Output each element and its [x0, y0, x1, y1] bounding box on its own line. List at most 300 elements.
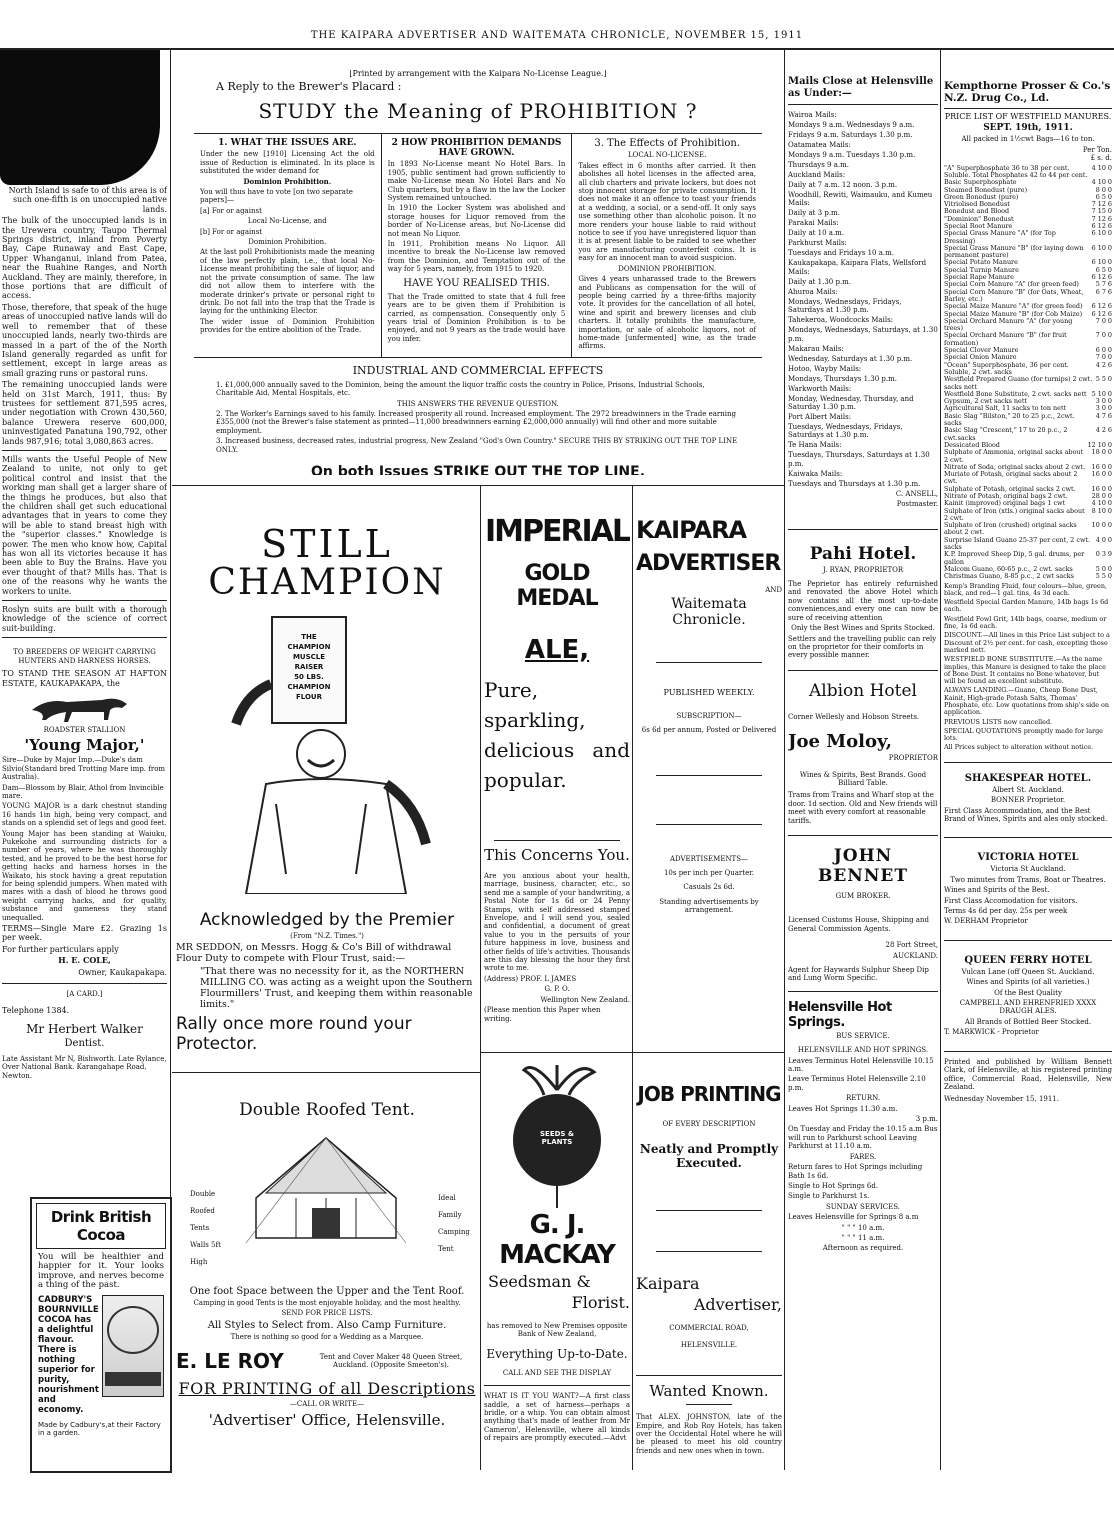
price-row — [944, 508, 1112, 523]
price-item: Green Bonedust (pure) — [944, 192, 1019, 201]
price-value: 6 10 0 — [1091, 229, 1112, 238]
price-value: 6 12 6 — [1091, 222, 1112, 230]
weekly-text: PUBLISHED WEEKLY. — [663, 688, 755, 698]
effects-heading: 3. The Effects of Prohibition. — [594, 138, 741, 150]
mail-row: Thursdays 9 a.m. — [788, 161, 849, 169]
price-item: Special Turnip Manure — [944, 265, 1019, 274]
subscription-label: SUBSCRIPTION— — [676, 711, 742, 720]
price-item: Special Rape Manure — [944, 273, 1014, 282]
price-item: Sulphate of Iron (crushed) original sacks about 2 cwt. — [944, 521, 1077, 537]
price-item: Christmas Guano, 8-85 p.c., 2 cwt sacks — [944, 572, 1074, 581]
price-value: 6 0 0 — [1095, 346, 1112, 355]
tent-ad — [176, 1100, 478, 1470]
price-row — [944, 522, 1112, 537]
price-item: Nitrate of Soda, original sacks about 2 cwt. — [944, 462, 1086, 471]
printing-line: FOR PRINTING of all Descriptions — [178, 1379, 476, 1399]
dentist-address: Late Assistant Mr N, Bishworth. Late Rylance, Over National Bank. Karangahape Road, Newton. — [2, 1054, 167, 1080]
price-value: 4 0 0 — [1095, 535, 1112, 544]
price-row — [944, 230, 1112, 245]
page-header: THE KAIPARA ADVERTISER AND WAITEMATA CHRONICLE, NOVEMBER 15, 1911 — [310, 30, 804, 41]
horse-description: YOUNG MAJOR is a dark chestnut standing 16 hands 1in high, being very compact, and stands on a splendid set of legs and good feet. — [2, 802, 167, 828]
price-note: Westfield Fowl Grit, 14lb bags, coarse, medium or fine, 1s 6d each. — [944, 614, 1107, 631]
owner-place: Owner, Kaukapakapa. — [78, 967, 167, 977]
mail-row: Mondays, Wednesdays, Fridays, Saturdays at 1.30 p.m. — [788, 297, 902, 315]
kemp-title: Kempthorne Prosser & Co.'s N.Z. Drug Co., Ld. — [944, 80, 1111, 104]
price-item: Special Maize Manure "B" (for Cob Maize) — [944, 309, 1083, 318]
seddon-quote: "That there was no necessity for it, as the NORTHERN MILLING CO. was acting as a weight upon the Southern Flourmillers' Trust, and keeping them within reasonable limits." — [200, 966, 473, 1011]
price-item: Dessicated Blood — [944, 440, 1000, 449]
owner-name: H. E. COLE, — [58, 955, 111, 966]
ads-rate: 10s per inch per Quarter. — [663, 869, 755, 878]
imprint-date: Wednesday November 15, 1911. — [944, 1095, 1059, 1104]
strike-out-line: On both Issues STRIKE OUT THE TOP LINE. — [310, 464, 646, 475]
column-rule — [940, 50, 941, 1470]
shakespear-prop: BONNER Proprietor. — [990, 796, 1066, 805]
prohibition-ad — [176, 70, 780, 475]
shakespear-title: SHAKESPEAR HOTEL. — [964, 772, 1092, 784]
cocoa-ad — [30, 1197, 172, 1473]
mail-row: Daily at 1.30 p.m. — [788, 277, 852, 286]
article-paragraph: Mills wants the Useful People of New Zealand to unite, not only to get political control and insist that the working man shall get a larger share of the things he produces, but also that the children shall get such educational advantages that in years to come they will be able to stand breast high with the "superior classes." Knowledge is power. The men who know how, Capital has won all its victories because it has been able to Buy the Brains. Have you ever thought of that? Mills has. That is one of the reasons why he wants the workers to unite. — [2, 454, 167, 596]
mail-row: Parkhurst Mails: — [788, 239, 847, 248]
pahi-settlers: Settlers and the travelling public can rely on the proprietor for their comforts in every possible manner. — [788, 634, 937, 660]
industrial-heading: INDUSTRIAL AND COMMERCIAL EFFECTS — [352, 363, 604, 377]
price-item: Surprise Island Guano 25-37 per cent, 2 cwt. sacks — [944, 535, 1091, 552]
mackay-ad — [484, 1060, 630, 1470]
standing-rate: Standing advertisements by arrangement. — [659, 897, 759, 915]
mails-signature: C. ANSELL, — [895, 489, 938, 498]
divider — [656, 775, 762, 776]
dentist-name: Mr Herbert Walker — [26, 1021, 143, 1036]
springs-sunday: SUNDAY SERVICES. — [825, 1202, 901, 1211]
job-town: HELENSVILLE. — [680, 1340, 738, 1349]
springs-route: HELENSVILLE AND HOT SPRINGS. — [797, 1046, 929, 1055]
torn-corner — [0, 50, 160, 185]
price-value: 16 0 0 — [1091, 484, 1112, 493]
mail-row: Te Hana Mails: — [788, 441, 842, 450]
concerns-mention: (Please mention this Paper when writing. — [484, 1006, 601, 1023]
dominion-label: Dominion Prohibition. — [243, 176, 332, 186]
victoria-terms: Terms 4s 6d per day. 25s per week — [944, 907, 1068, 916]
price-row — [944, 537, 1112, 552]
section-rule — [480, 1052, 784, 1053]
springs-line: On Tuesday and Friday the 10.15 a.m Bus will run to Parkhurst school Leaving Parkhurst at 11.10 a.m. — [788, 1125, 938, 1151]
job-desc: OF EVERY DESCRIPTION — [662, 1120, 756, 1128]
price-value: 5 5 0 — [1095, 572, 1112, 581]
seddon-text: MR SEDDON, on Messrs. Hogg & Co's Bill of withdrawal Flour Duty to compete with Flour Trust, said:— — [176, 942, 452, 965]
springs-line: 3 p.m. — [915, 1115, 938, 1124]
option-a: [a] For or against — [200, 206, 262, 215]
kemp-price-list — [944, 165, 1112, 581]
rally-text: Rally once more round your Protector. — [176, 1014, 412, 1055]
price-item: Kainit (improved) original bags 1 cwt — [944, 499, 1066, 508]
price-value: 7 15 0 — [1091, 207, 1112, 216]
price-row — [944, 427, 1112, 442]
price-item: Special Onion Manure — [944, 353, 1017, 362]
price-item: Special Grass Manure "B" (for laying down permanent pasture) — [944, 243, 1084, 260]
advertiser-office: 'Advertiser' Office, Helensville. — [208, 1410, 446, 1429]
saddle-ad: WHAT IS IT YOU WANT?—A first class saddle, a set of harness—perhaps a bridle, or a whip. You can obtain almost anything that's made of leather from Mr Cameron', Helensville, where all kinds of repairs are promptly executed.—Advt — [484, 1392, 630, 1443]
wanted-body: That ALEX. JOHNSTON, late of the Empire, and Rob Roy Hotels, has taken over the Occidental Hotel where he will be pleased to meet his old country friends and new ones when in town. — [636, 1413, 782, 1455]
cocoa-brand: CADBURY'S BOURNVILLE COCOA has a delightful flavour. There is nothing superior for purity, nourishment and economy. — [38, 1294, 99, 1415]
concerns-gpo: G. P. O. — [544, 985, 570, 994]
victoria-body: Two minutes from Trams, Boat or Theatres. — [950, 875, 1106, 884]
growth-text: In 1893 No-License meant No Hotel Bars. In 1905, public sentiment had grown sufficiently to make No-License mean No Hotel Bars and No Club quarters, but by a flaw in the law the Locker System remained untouched. — [387, 160, 566, 203]
albion-prop: PROPRIETOR — [888, 754, 938, 763]
pahi-title: Pahi Hotel. — [809, 543, 917, 564]
printed-note: [Printed by arrangement with the Kaipara No-License League.] — [349, 70, 607, 78]
tent-space: One foot Space between the Upper and the Tent Roof. — [189, 1286, 465, 1297]
sire-text: Sire—Duke by Major Imp.—Duke's dam Silvio(Standard bred Trotting Mare imp. from Australia). — [2, 756, 166, 782]
price-item: Special Corn Manure "B" (for Oats, Wheat, Barley, etc.) — [944, 287, 1084, 303]
concerns-ad — [484, 840, 630, 1050]
pahi-prop: J. RYAN, PROPRIETOR — [822, 565, 904, 574]
issues-text: The wider issue of Dominion Prohibition provides for the entire abolition of the Trade. — [200, 317, 375, 335]
section-rule — [172, 485, 784, 486]
price-row — [944, 449, 1112, 464]
queenferry-prop: T. MARKWICK - Proprietor — [944, 1028, 1039, 1037]
issues-column — [194, 134, 382, 356]
springs-line: Afternoon as required. — [822, 1244, 904, 1253]
mail-row: Woodhill, Rewiti, Waimauku, and Kumeu Mails: — [788, 191, 933, 208]
albion-wines: Wines & Spirits, Best Brands. Good Billiard Table. — [799, 770, 927, 787]
divider — [2, 600, 167, 601]
bennet-agent: Agent for Haywards Sulphur Sheep Dip and Lung Worm Specific. — [788, 966, 929, 983]
ads-label: ADVERTISEMENTS— — [669, 854, 749, 863]
column-rule — [784, 50, 785, 1470]
price-value: 7 0 0 — [1095, 353, 1112, 362]
price-item: Nitrate of Potash, original bags 2 cwt. — [944, 491, 1068, 500]
price-value: 16 0 0 — [1091, 462, 1112, 471]
price-note: All Prices subject to alteration without notice. — [944, 743, 1094, 752]
price-item: K.P. Improved Sheep Dip, 5 gal. drums, per gallon — [944, 550, 1085, 566]
study-heading: STUDY the Meaning of PROHIBITION ? — [258, 99, 698, 124]
springs-line: Leaves Hot Springs 11.30 a.m. — [788, 1104, 898, 1113]
tent-styles: All Styles to Select from. Also Camp Furniture. — [207, 1319, 447, 1331]
kemp-price-title: PRICE LIST OF WESTFIELD MANURES. — [944, 112, 1112, 121]
price-value: 4 10 0 — [1091, 163, 1112, 172]
mail-row: Tahekeroa, Woodcocks Mails: — [788, 316, 894, 325]
growth-heading: 2 HOW PROHIBITION DEMANDS HAVE GROWN. — [391, 138, 562, 159]
queenferry-address: Vulcan Lane (off Queen St. Auckland. — [961, 967, 1095, 976]
mail-row: Ahuroa Mails: — [788, 287, 838, 296]
price-item: Gypsum, 2 cwt sacks nett — [944, 397, 1027, 406]
price-note: PREVIOUS LISTS now cancelled. — [944, 717, 1053, 726]
price-value: 4 2 6 — [1095, 426, 1112, 435]
shakespear-body: First Class Accommodation, and the Best Brand of Wines, Spirits and ales only stocked. — [944, 806, 1108, 823]
mail-row: Mondays 9 a.m. Wednesdays 9 a.m. — [788, 121, 915, 129]
concerns-body: Are you anxious about your health, marriage, business, character, etc., so send me a sample of your handwriting, a Postal Note for 1s 6d or 24 Penny Stamps, with self addressed stamped Envelope, and I will send you, sealed and confidential, a document of great value to you in the persuits of your future happiness in love, business and other fields of life's activities. Thousands are this day blessing the hour they first wrote to me. — [484, 872, 630, 973]
price-row — [944, 573, 1112, 580]
mail-row: Port Albert Mails: — [788, 413, 852, 422]
price-item: Sulphate of Ammonia, original sacks about 2 cwt. — [944, 448, 1084, 464]
springs-line: Leave Terminus Hotel Helensville 2.10 p.m. — [788, 1075, 926, 1092]
section-rule — [172, 1072, 480, 1073]
mackay-premises: has removed to New Premises opposite Bank of New Zealand, — [486, 1322, 628, 1339]
price-value: 5 5 0 — [1095, 375, 1112, 384]
article-paragraph: Roslyn suits are built with a thorough knowledge of the science of correct suit-building. — [2, 605, 167, 633]
job-printing-ad — [636, 1082, 782, 1470]
springs-line: Leaves Helensville for Springs 8 a.m — [788, 1213, 919, 1222]
ale-text: ALE, — [524, 635, 590, 665]
kemp-currency: £ s. d. — [1090, 154, 1112, 163]
price-item: Special Maize Manure "A" (for green feed) — [944, 302, 1083, 311]
casual-rate: Casuals 2s 6d. — [683, 883, 735, 892]
champion-flour-ad — [176, 490, 478, 1068]
mail-row: Wednesday, Saturdays at 1.30 p.m. — [788, 354, 913, 363]
price-value: 6 12 6 — [1091, 302, 1112, 311]
display-text: CALL AND SEE THE DISPLAY — [502, 1368, 612, 1377]
price-row — [944, 362, 1112, 377]
mail-row: Hotoo, Wayby Mails: — [788, 364, 862, 373]
realised-heading: HAVE YOU REALISED THIS. — [403, 277, 550, 289]
dentist-title: Dentist. — [64, 1037, 105, 1049]
queenferry-title: QUEEN FERRY HOTEL — [964, 954, 1092, 966]
wanted-title: Wanted Known. — [649, 1382, 769, 1401]
effects-text: Gives 4 years unharassed trade to the Brewers and Publicans as compensation for the will of people being carried by a three-fifths majority vote. It provides for the cancellation of all hotel, wine and spirit and brewery licenses and club charters. It totally prohibits the manufacture, importation, or sale of alcoholic liquors, not of home-made [unfermented] wine, as the trade affirms. — [578, 275, 757, 351]
kaipara-title: KAIPARA — [636, 516, 747, 544]
springs-line: " " " 10 a.m. — [841, 1223, 885, 1232]
price-item: Westfield Bone Substitute, 2 cwt. sacks nett — [944, 389, 1087, 398]
article-paragraph: The remaining unoccupied lands were held on 31st March, 1911, thus: By trustees for settlement 871,595 acres, under negotiation with Crown 430,560, balance Urewera reserve 600,000, uninvestigated Panatuna 190,792, other lands 987,916; total 3,080,863 acres. — [2, 380, 167, 446]
bennet-title: JOHN BENNET — [817, 845, 908, 886]
price-value: 6 5 0 — [1095, 265, 1112, 274]
mail-row: Wairoa Mails: — [788, 111, 837, 119]
albion-corner: Corner Wellesly and Hobson Streets. — [788, 712, 920, 721]
dam-text: Dam—Blossom by Blair, Athol from Invincible mare. — [2, 783, 164, 800]
price-item: Special Potato Manure — [944, 258, 1018, 267]
mail-row: Parakai Mails: — [788, 219, 839, 228]
price-item: Malcom Guano, 60-65 p.c., 2 cwt. sacks — [944, 564, 1073, 573]
mail-row: Monday, Wednesday, Thursday, and Saturday 1.30 p.m. — [788, 394, 914, 412]
growth-text: In 1910 the Locker System was abolished and storage houses for Liquor removed from the border of No-License areas, but No-License did not mean No Liquor. — [387, 204, 566, 238]
imperial-text: IMPERIAL — [484, 515, 630, 549]
growth-text: That the Trade omitted to state that 4 full free years are to be given them if Prohibition is carried, as compensation. Consequently only 5 years trial of Dominion Prohibition is to be enjoyed, and not 9 years as the trade would have you infer. — [387, 292, 566, 343]
mails-postmaster: Postmaster. — [896, 500, 938, 509]
call-write: —CALL OR WRITE— — [289, 1400, 365, 1409]
article-paragraph: Those, therefore, that speak of the huge areas of unoccupied native lands will do well to remember that of these unoccupied lands, nearly two-thirds are massed in a part of the of the North Island generally regarded as unfit for settlement, except in large areas as small grazing runs or pastoral runs. — [2, 302, 167, 378]
price-row — [944, 332, 1112, 347]
queenferry-brands: All Brands of Bottled Beer Stocked. — [964, 1017, 1092, 1026]
springs-line: Leaves Terminus Hotel Helensville 10.15 a.m. — [788, 1056, 934, 1074]
price-note: ALWAYS LANDING.—Guano, Cheap Bone Dust, Kainit, High-grade Potash Salts, Thomas' Phosphate, etc. Low quotations from ship's side on application. — [944, 686, 1110, 717]
price-item: Special Orchard Manure "B" (for fruit formation) — [944, 331, 1067, 347]
issues-text: You will thus have to vote [on two separate papers]— — [200, 188, 353, 205]
effects-text: Takes effect in 6 months after carried. It then abolishes all hotel licenses in the affected area, all club charters and private lockers, but does not stop innocent storage for private consumption. It does not make it an offence to toast your friends at a wedding, a social, or a send-off. It only says use something other than alcoholic poison. It no more renders your house liable to raid without notice to see if you have unregistered liquor than it is at present liable to be raided to see whether you are manufacturing counterfeit coins. It is easy for an innocent man to avoid suspicion. — [578, 161, 757, 263]
divider — [656, 662, 762, 663]
price-value: 18 0 0 — [1091, 448, 1112, 457]
price-item: Bonedust and Blood — [944, 207, 1010, 216]
price-value: 6 7 6 — [1095, 287, 1112, 296]
growth-text: In 1911, Prohibition means No Liquor. All incentive to break the No-License law removed from the Dominion, and Temptation out of the way for 5 years, namely, from 1915 to 1920. — [387, 240, 566, 274]
price-value: 4 10 0 — [1091, 178, 1112, 187]
tent-title: Double Roofed Tent. — [239, 1100, 415, 1120]
effect-2: 2. The Worker's Earnings saved to his family. Increased prosperity all round. Increased employment. The 2972 breadwinners in the Trade earning £355,000 (not the Brewer's false statement as printed—11,000 breadwinners earning £2,000,000 annually) will find other and more suitable employment. — [216, 409, 737, 435]
price-value: 4 7 6 — [1095, 411, 1112, 420]
kempthorne-column — [944, 80, 1112, 1470]
price-row — [944, 165, 1112, 180]
price-item: Muriate of Potash, original sacks about 2 cwt. — [944, 470, 1078, 486]
queenferry-best: Of the Best Quality — [994, 988, 1062, 997]
job-title: JOB PRINTING — [637, 1082, 781, 1106]
mail-row: Auckland Mails: — [788, 171, 846, 179]
victoria-first: First Class Accomodation for visitors. — [944, 896, 1078, 905]
fragment-text: North Island is safe to of this area is of such one-fifth is on unoccupied native lands. — [8, 186, 167, 214]
price-item: Special Clover Manure — [944, 346, 1019, 355]
champion-text: CHAMPION — [208, 562, 446, 603]
tent-left-labels: Double Roofed Tents Walls 5ft High — [190, 1190, 221, 1266]
job-neat: Neatly and Promptly Executed. — [639, 1142, 779, 1171]
particulars-text: For further particulars apply — [2, 944, 119, 954]
issues-text: At the last poll Prohibitionists made the meaning of the law perfectly plain, i.e., that local No-License meant prohibiting the sale of liquor, and not the private consumption of same. The law did not allow them to interfere with the moderate drinker's private or personal right to drink. Do not fall into the trap that the Trade is laying for the unthinking Elector. — [200, 248, 375, 316]
kemp-packed: All packed in 1½cwt Bags—16 to ton. — [961, 135, 1095, 144]
price-item: Basic Superphosphate — [944, 178, 1017, 187]
price-value: 16 0 0 — [1091, 470, 1112, 479]
pahi-body: The Peprietor has entirely refurnished and renovated the above Hotel which now contains all the most up-to-date conveniences,and every one can now be sure of receiving attention — [788, 580, 938, 622]
price-item: Special Corn Manure "A" (for green feed) — [944, 280, 1079, 289]
cocoa-tin-image — [102, 1295, 164, 1397]
price-value: 28 0 0 — [1091, 491, 1112, 500]
dominion-heading: DOMINION PROHIBITION. — [618, 264, 717, 273]
price-value: 4 10 0 — [1091, 499, 1112, 508]
divider — [656, 824, 762, 825]
price-row — [944, 245, 1112, 260]
bennet-city: AUCKLAND. — [893, 951, 938, 960]
price-item: Sulphate of Iron (xtls.) original sacks about 2 cwt. — [944, 506, 1085, 522]
effect-1: 1. £1,000,000 annually saved to the Dominion, being the amount the liquor traffic costs the country in Police, Prisons, Industrial Schools, Charitable Aid, Mental Hospitals, etc. — [216, 380, 705, 398]
issues-text: Under the new [1910] Licensing Act the old issue of Reduction is eliminated. In its place is substituted the wider demand for — [200, 150, 375, 176]
article-paragraph: The bulk of the unoccupied lands is in the Urewera country, Taupo Thermal Springs district, inland from Poverty Bay, Cape Runaway and East Cape, Upper Whanganui, inland from Patea, near the Ruahine Ranges, and North Auckland. They are mainly, therefore, in those portions that are difficult of access. — [2, 216, 167, 301]
springs-fares: FARES. — [849, 1152, 877, 1161]
price-value: 10 0 0 — [1091, 521, 1112, 530]
price-item: Special Root Manure — [944, 222, 1013, 230]
price-value: 6 5 0 — [1095, 192, 1112, 201]
advertiser-title: ADVERTISER — [636, 551, 781, 576]
price-value: 5 7 6 — [1095, 280, 1112, 289]
job-road: COMMERCIAL ROAD, — [669, 1324, 749, 1333]
kemp-notes — [944, 583, 1112, 752]
mail-row: Fridays 9 a.m. Saturdays 1.30 p.m. — [788, 131, 913, 139]
price-row — [944, 471, 1112, 486]
mail-row: Tuesdays and Thursdays at 1.30 p.m. — [788, 479, 921, 488]
tent-illustration — [236, 1128, 416, 1248]
reply-heading: A Reply to the Brewer's Placard : — [216, 80, 402, 94]
price-row — [944, 289, 1112, 304]
queenferry-campbell: CAMPBELL AND EHRENFRIED XXXX DRAUGH ALES. — [959, 999, 1097, 1016]
price-item: "Ocean" Superphosphate, 36 per cent. Soluble, 2 cwt. sacks — [944, 360, 1069, 376]
growth-column — [382, 134, 573, 356]
bennet-gum: GUM BROKER. — [835, 891, 891, 900]
telephone: Telephone 1384. — [2, 1006, 70, 1016]
leroy-address: Tent and Cover Maker 48 Queen Street, Auckland. (Opposite Smeeton's). — [319, 1352, 463, 1370]
price-value: 6 12 6 — [1091, 309, 1112, 318]
price-value: 8 0 0 — [1095, 185, 1112, 194]
job-kaipara: Kaipara — [636, 1274, 700, 1294]
column-rule — [480, 485, 481, 1470]
tent-wedding: There is nothing so good for a Wedding as a Marquee. — [230, 1332, 424, 1341]
price-value: 4 2 6 — [1095, 360, 1112, 369]
price-value: 8 10 0 — [1091, 506, 1112, 515]
option-b: [b] For or against — [200, 227, 263, 236]
and-text: AND — [765, 586, 782, 594]
price-value: 6 10 0 — [1091, 258, 1112, 267]
imperial-ale-ad — [484, 515, 630, 815]
stand-text: TO STAND THE SEASON AT HAFTON ESTATE, KAUKAPAKAPA, the — [2, 669, 167, 688]
header-rule — [0, 48, 1114, 50]
from-times: (From "N.Z. Times.") — [290, 932, 364, 940]
mail-row: Daily at 3 p.m. — [788, 209, 840, 218]
price-value: 3 0 0 — [1095, 404, 1112, 413]
price-note: Kemp's Branding Fluid, four colours—blue, green, black, and red—1 gal. tins, 4s 3d each. — [944, 581, 1107, 597]
mail-row: Tuesdays and Fridays 10 a.m. — [788, 249, 894, 258]
imprint-text: Printed and published by William Bennett Clark, of Helensville, at his registered printing office, Commercial Road, Helensville, New Zealand. — [944, 1057, 1112, 1091]
mail-row: Kaukapakapa, Kaipara Flats, Wellsford Mails: — [788, 259, 927, 276]
card-label: [A CARD.] — [66, 990, 103, 999]
victoria-title: VICTORIA HOTEL — [977, 852, 1079, 864]
issues-heading: 1. WHAT THE ISSUES ARE. — [218, 138, 357, 149]
kaipara-advertiser-ad — [636, 515, 782, 1035]
mail-row: Oatamatea Mails: — [788, 141, 851, 149]
mails-title: Mails Close at Helensville as Under:— — [788, 76, 934, 99]
albion-title: Albion Hotel — [808, 680, 917, 701]
queenferry-wines: Wines and Spirits (of all varieties.) — [966, 978, 1090, 987]
price-value: 6 10 0 — [1091, 243, 1112, 252]
breeders-heading: TO BREEDERS OF WEIGHT CARRYING HUNTERS AND HARNESS HORSES. — [13, 648, 156, 665]
victoria-address: Victoria St Auckland. — [990, 865, 1066, 874]
cocoa-body: You will be healthier and happier for it. Your looks improve, and nerves become a thing of the past. — [38, 1252, 164, 1291]
divider — [2, 450, 167, 451]
albion-trams: Trams from Trains and Wharf stop at the door. 1d section. Old and New friends will meet with every comfort at reasonable tariffs. — [788, 791, 938, 825]
mail-row: Kaiwaka Mails: — [788, 469, 843, 478]
mail-row: Warkworth Mails: — [788, 384, 852, 393]
price-item: Special Orchard Manure "A" (for young trees) — [944, 316, 1073, 333]
bennet-street: 28 Fort Street, — [885, 941, 938, 950]
price-item: "A" Superphosphate 36 to 38 per cent. Soluble. Total Phosphates 42 to 44 per cent. — [944, 163, 1088, 179]
albion-joe: Joe Moloy, — [788, 731, 893, 753]
mail-row: Tuesdays, Thursdays, Saturdays at 1.30 p.m. — [788, 451, 930, 468]
concerns-city: Wellington New Zealand. — [540, 995, 630, 1004]
option-b-detail: Dominion Prohibition. — [248, 238, 327, 247]
mail-row: Daily at 10 a.m. — [788, 229, 845, 238]
price-item: Vitriolised Bonedust — [944, 200, 1010, 209]
price-value: 7 0 0 — [1095, 331, 1112, 340]
concerns-title: This Concerns You. — [484, 846, 630, 864]
mail-row: Mondays, Thursdays 1.30 p.m. — [788, 374, 897, 383]
kemp-date: SEPT. 19th, 1911. — [983, 123, 1073, 134]
effects-column — [572, 134, 762, 356]
turnip-illustration — [484, 1060, 630, 1210]
gold-medal-text: GOLD MEDAL — [516, 561, 598, 611]
florist-text: Florist. — [571, 1293, 630, 1312]
price-row — [944, 551, 1112, 566]
tent-camping: Camping in good Tents is the most enjoyable holiday, and the most healthy. — [193, 1299, 461, 1307]
mail-row: Tuesdays, Wednesdays, Fridays, Saturdays at 1.30 p.m. — [788, 423, 903, 440]
price-note: Westfield Special Garden Manure, 14lb bags 1s 6d each. — [944, 598, 1109, 614]
divider — [2, 983, 167, 984]
price-value: 7 12 6 — [1091, 200, 1112, 209]
springs-line: Return fares to Hot Springs including Bath 1s 6d. — [788, 1163, 923, 1180]
concerns-address: (Address) PROF. L JAMES — [484, 974, 577, 983]
seedsman-text: Seedsman & — [488, 1272, 591, 1291]
pahi-wines: Only the Best Wines and Sprits Stocked. — [791, 624, 935, 633]
victoria-prop: W. DERHAM Proprietor — [944, 917, 1028, 926]
cocoa-title: Drink British Cocoa — [50, 1208, 152, 1244]
mackay-name: G. J. MACKAY — [499, 1210, 615, 1270]
mail-row: Makarau Mails: — [788, 344, 844, 353]
springs-line: Single to Parkhurst 1s. — [788, 1192, 870, 1201]
mail-row: Mondays, Wednesdays, Saturdays, at 1.30 p.m. — [788, 326, 938, 343]
horse-illustration — [22, 690, 147, 724]
